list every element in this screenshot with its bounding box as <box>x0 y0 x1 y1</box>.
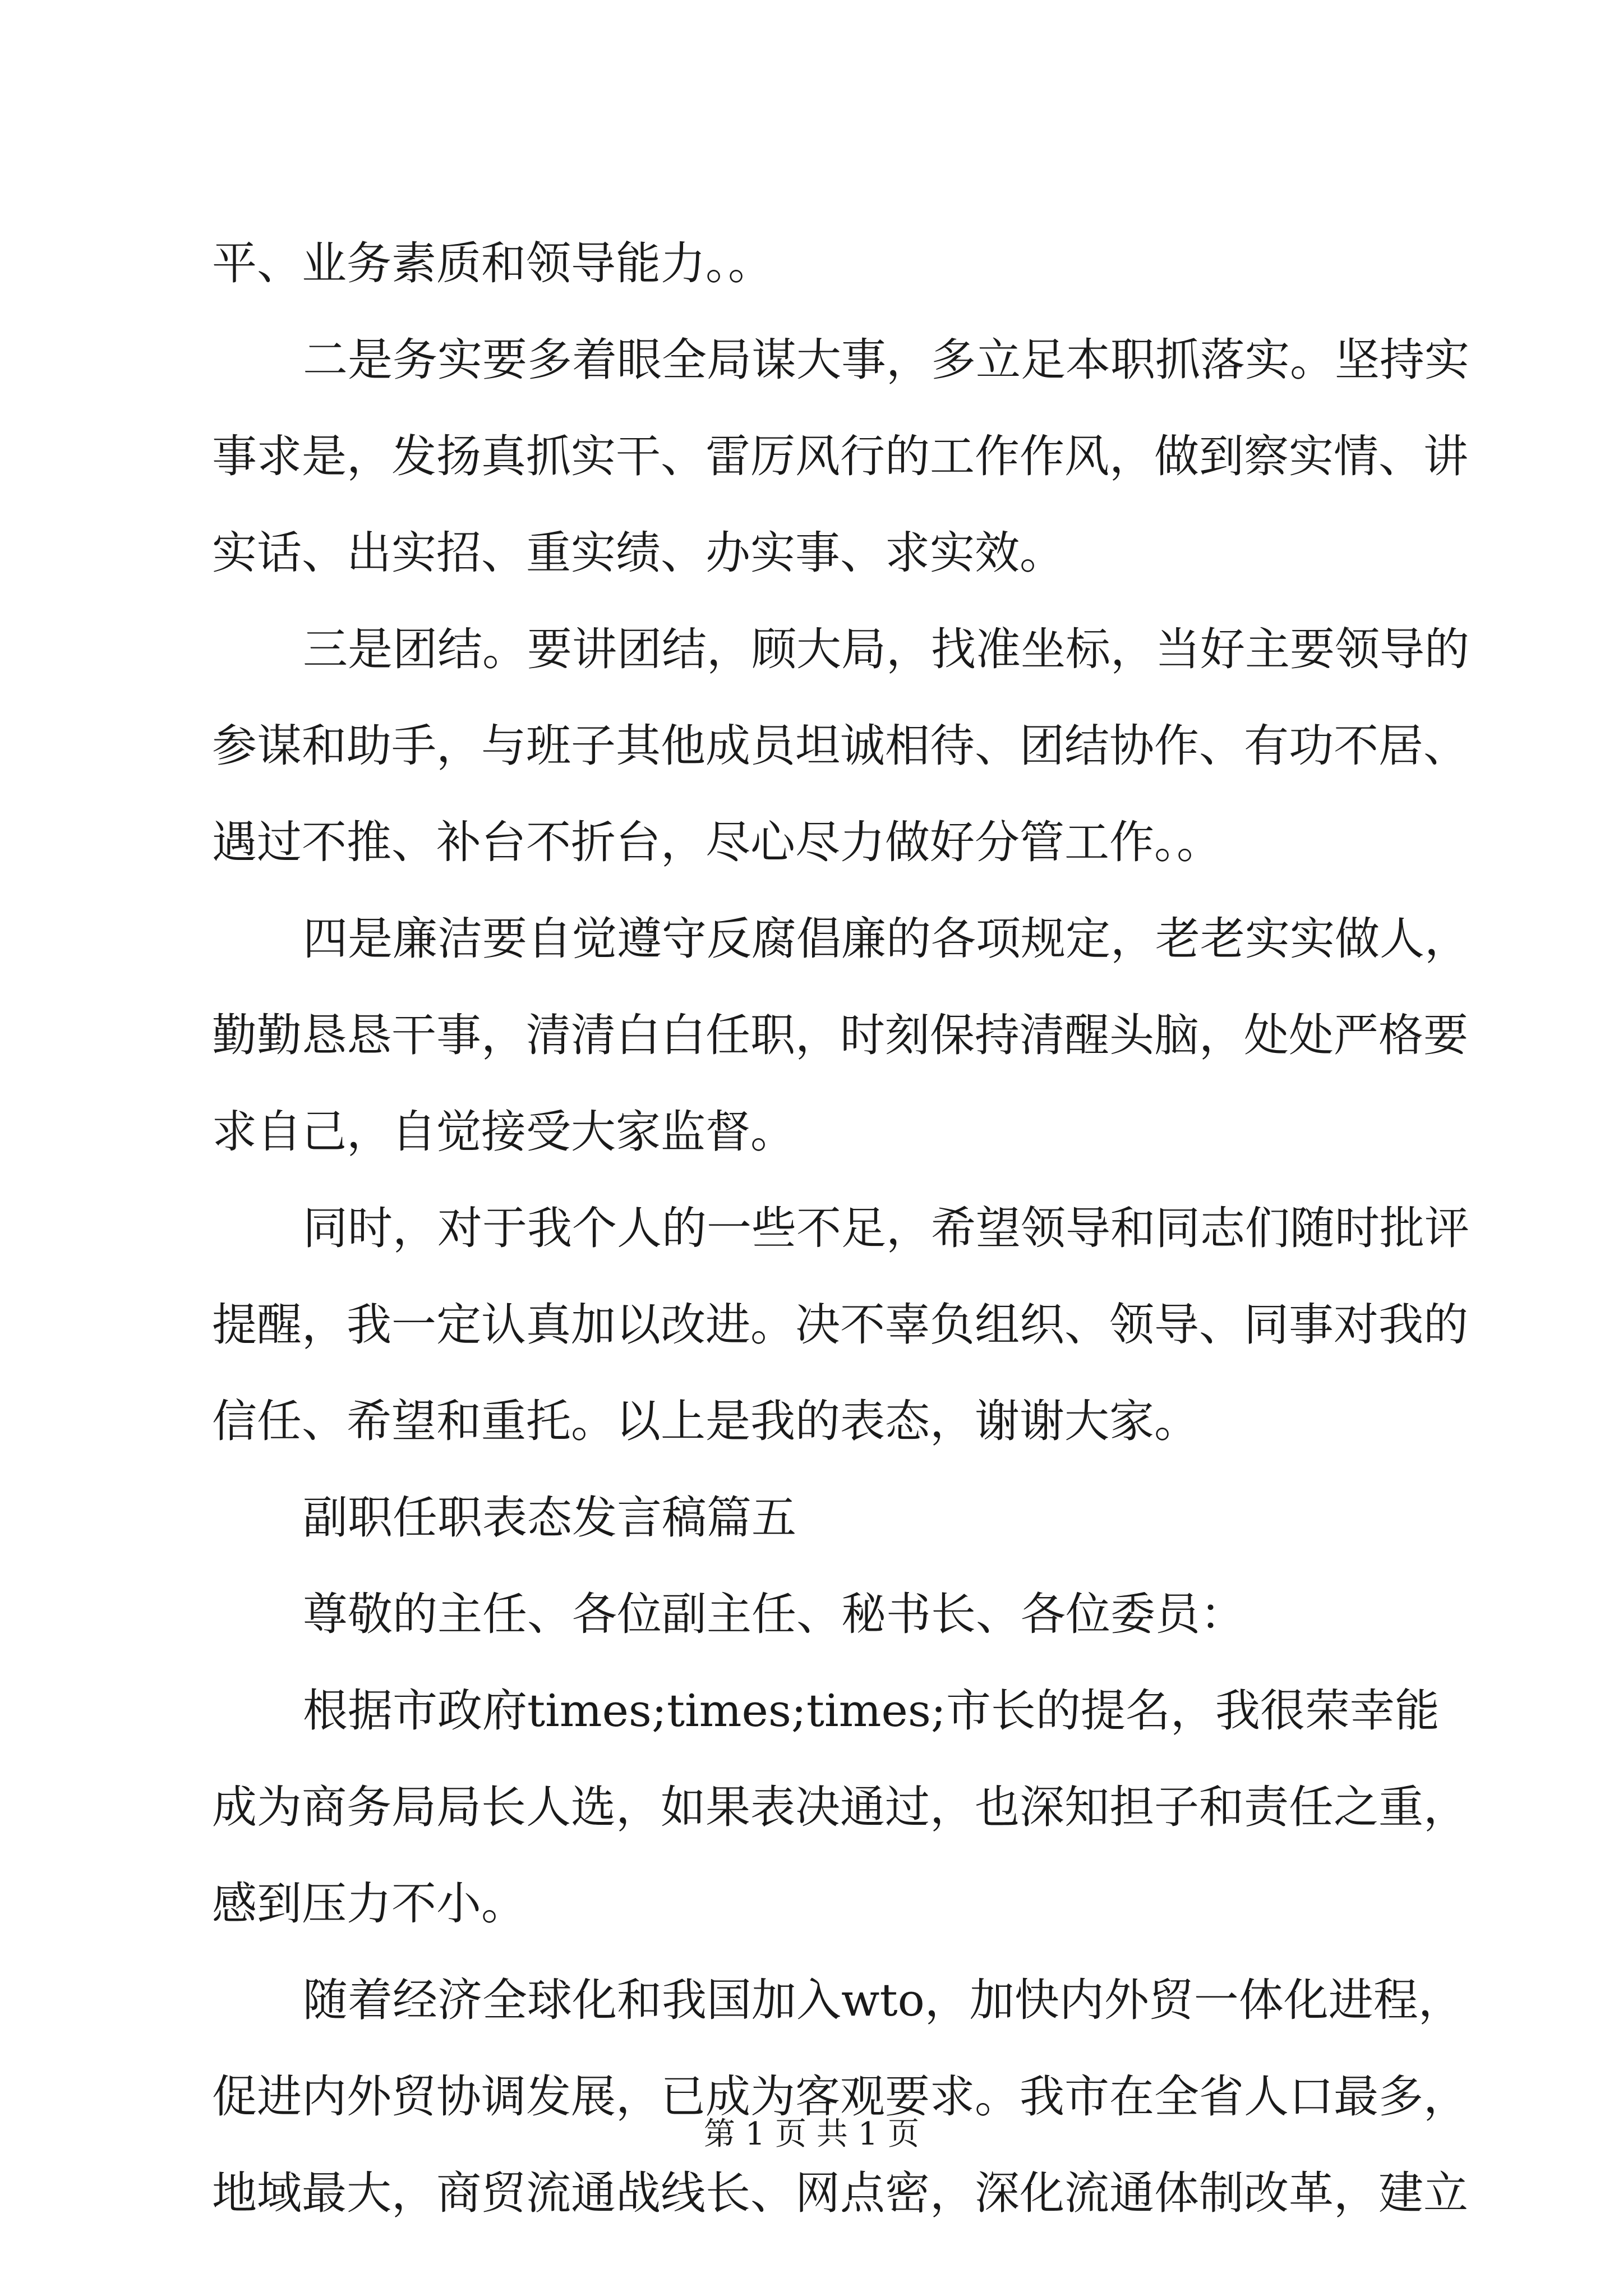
text-line <box>0 800 1623 885</box>
paragraph-first-line <box>0 1669 1623 1753</box>
line-text: 四是廉洁要自觉遵守反腐倡廉的各项规定，老老实实做人， <box>303 913 1469 965</box>
line-text: 同时，对于我个人的一些不足，希望领导和同志们随时批评 <box>303 1202 1469 1254</box>
line-text: 根据市政府times;times;times;市长的提名，我很荣幸能 <box>303 1685 1440 1737</box>
paragraph-first-line <box>0 1186 1623 1271</box>
line-text: 随着经济全球化和我国加入wto，加快内外贸一体化进程， <box>303 1974 1463 2026</box>
text-line <box>0 704 1623 788</box>
line-text: 求自己，自觉接受大家监督。 <box>212 1106 795 1158</box>
text-line <box>0 1379 1623 1464</box>
line-text: 事求是，发扬真抓实干、雷厉风行的工作作风，做到察实情、讲 <box>212 430 1468 482</box>
text-line <box>0 2151 1623 2235</box>
text-line <box>0 1765 1623 1849</box>
text-line <box>0 1862 1623 1946</box>
line-text: 实话、出实招、重实绩、办实事、求实效。 <box>212 527 1064 579</box>
line-text: 尊敬的主任、各位副主任、秘书长、各位委员： <box>303 1588 1245 1640</box>
text-line <box>0 511 1623 595</box>
line-text: 遇过不推、补台不折台，尽心尽力做好分管工作。。 <box>212 816 1221 868</box>
line-text: 成为商务局局长人选，如果表决通过，也深知担子和责任之重， <box>212 1781 1468 1833</box>
text-line <box>0 993 1623 1078</box>
paragraph-first-line <box>0 318 1623 402</box>
text-line <box>0 1283 1623 1367</box>
line-text: 促进内外贸协调发展，已成为客观要求。我市在全省人口最多， <box>212 2070 1468 2123</box>
line-text: 平、业务素质和领导能力。。 <box>212 237 773 289</box>
paragraph-first-line <box>0 1476 1623 1560</box>
paragraph-first-line <box>0 897 1623 981</box>
line-text: 地域最大，商贸流通战线长、网点密，深化流通体制改革，建立 <box>212 2167 1468 2219</box>
text-line <box>0 415 1623 499</box>
paragraph-first-line <box>0 1572 1623 1657</box>
paragraph-first-line <box>0 1958 1623 2042</box>
text-line <box>0 222 1623 306</box>
line-text: 勤勤恳恳干事，清清白白任职，时刻保持清醒头脑，处处严格要 <box>212 1009 1468 1061</box>
page-footer: 第 1 页 共 1 页 <box>703 2116 920 2152</box>
line-text: 二是务实要多着眼全局谋大事，多立足本职抓落实。坚持实 <box>303 334 1469 386</box>
line-text: 三是团结。要讲团结，顾大局，找准坐标，当好主要领导的 <box>303 623 1469 675</box>
line-text: 信任、希望和重托。以上是我的表态，谢谢大家。 <box>212 1395 1199 1447</box>
paragraph-first-line <box>0 608 1623 692</box>
text-line <box>0 1090 1623 1174</box>
line-text: 提醒，我一定认真加以改进。决不辜负组织、领导、同事对我的 <box>212 1299 1468 1351</box>
line-text: 副职任职表态发言稿篇五 <box>303 1492 796 1544</box>
line-text: 参谋和助手，与班子其他成员坦诚相待、团结协作、有功不居、 <box>212 720 1468 772</box>
line-text: 感到压力不小。 <box>212 1878 526 1930</box>
